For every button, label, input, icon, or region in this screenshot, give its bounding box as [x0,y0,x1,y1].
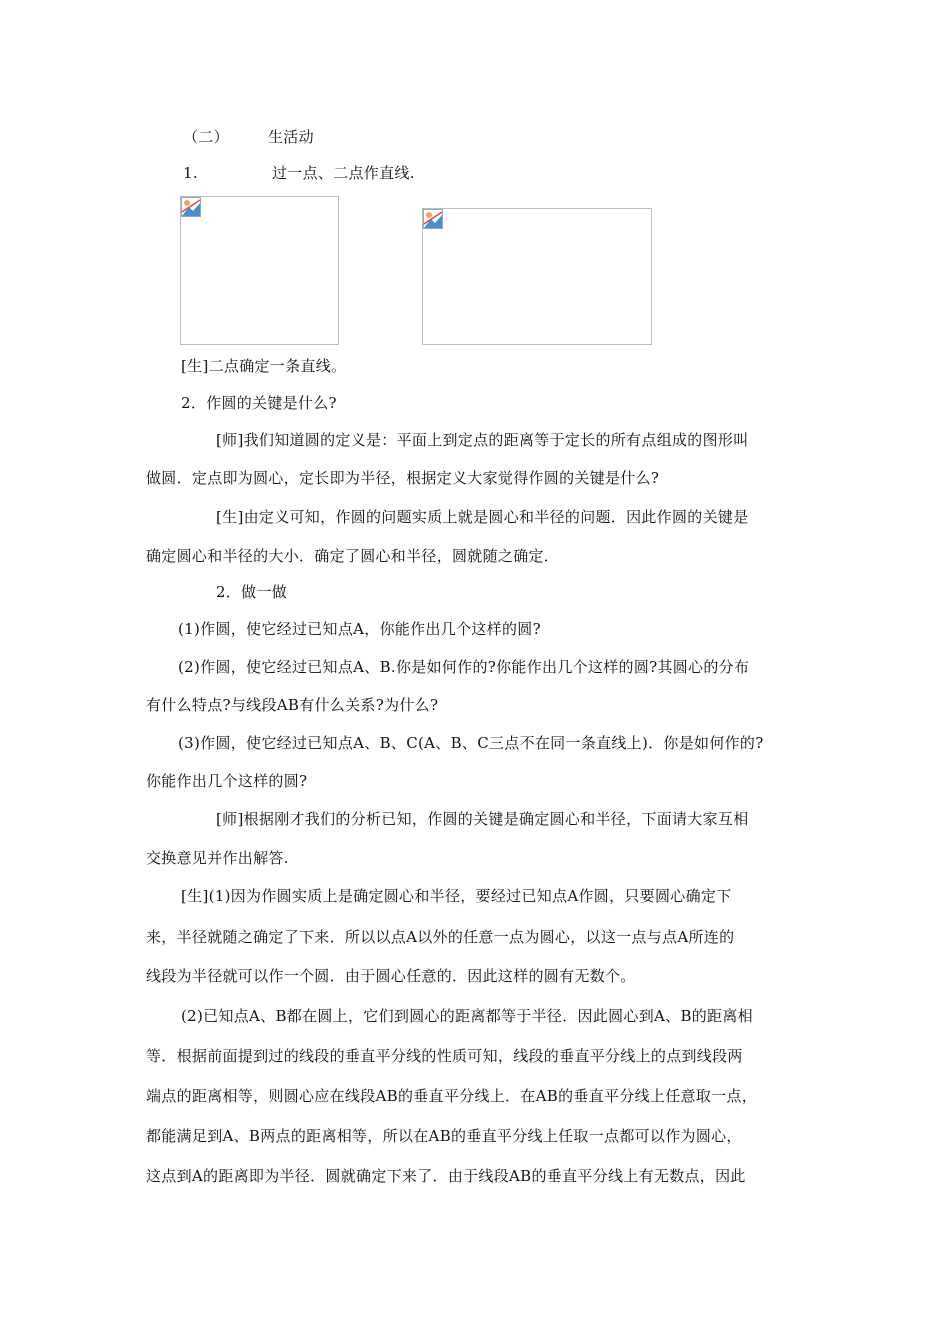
section-heading-number: （二） [183,128,229,146]
text-line: 交换意见并作出解答. [146,849,289,867]
text-line: 等．根据前面提到过的线段的垂直平分线的性质可知，线段的垂直平分线上的点到线段两 [146,1047,743,1065]
text-line: (2)作圆，使它经过已知点A、B.你是如何作的?你能作出几个这样的圆?其圆心的分布 [178,658,750,676]
text-line: [生](1)因为作圆实质上是确定圆心和半径，要经过已知点A作圆，只要圆心确定下 [181,887,732,905]
text-line: (1)作圆，使它经过已知点A，你能作出几个这样的圆? [178,620,541,638]
figure-two-points-line [422,208,652,345]
item-number: 1. [183,164,198,182]
text-line: 确定圆心和半径的大小．确定了圆心和半径，圆就随之确定． [146,547,560,565]
text-line: 端点的距离相等，则圆心应在线段AB的垂直平分线上．在AB的垂直平分线上任意取一点， [146,1087,758,1105]
text-line: [师]根据刚才我们的分析已知，作圆的关键是确定圆心和半径，下面请大家互相 [216,810,749,828]
text-line: 你能作出几个这样的圆? [146,772,308,790]
text-line: [生]二点确定一条直线。 [181,357,347,375]
figure-one-point-lines [180,196,339,345]
text-line: 来，半径就随之确定了下来．所以以点A以外的任意一点为圆心，以这一点与点A所连的 [146,928,735,946]
item-text: 过一点、二点作直线. [272,164,415,182]
text-line: (3)作圆，使它经过已知点A、B、C(A、B、C三点不在同一条直线上)．你是如何作的? [178,734,764,752]
text-line: 有什么特点?与线段AB有什么关系?为什么? [146,696,439,714]
text-line: (2)已知点A、B都在圆上，它们到圆心的距离都等于半径．因此圆心到A、B的距离相 [181,1007,753,1025]
broken-image-icon [423,209,443,229]
text-line: 都能满足到A、B两点的距离相等，所以在AB的垂直平分线上任取一点都可以作为圆心， [146,1127,742,1145]
text-line: 线段为半径就可以作一个圆．由于圆心任意的．因此这样的圆有无数个。 [146,967,636,985]
text-line: [生]由定义可知，作圆的问题实质上就是圆心和半径的问题．因此作圆的关键是 [216,508,749,526]
text-line: 这点到A的距离即为半径．圆就确定下来了．由于线段AB的垂直平分线上有无数点，因此 [146,1167,746,1185]
broken-image-icon [181,197,201,217]
text-line: 做圆．定点即为圆心，定长即为半径，根据定义大家觉得作圆的关键是什么? [146,469,660,487]
text-line: 2．作圆的关键是什么? [181,394,337,412]
text-line: 2．做一做 [216,583,288,601]
text-line: [师]我们知道圆的定义是：平面上到定点的距离等于定长的所有点组成的图形叫 [216,431,749,449]
section-heading-title: 生活动 [268,128,314,146]
